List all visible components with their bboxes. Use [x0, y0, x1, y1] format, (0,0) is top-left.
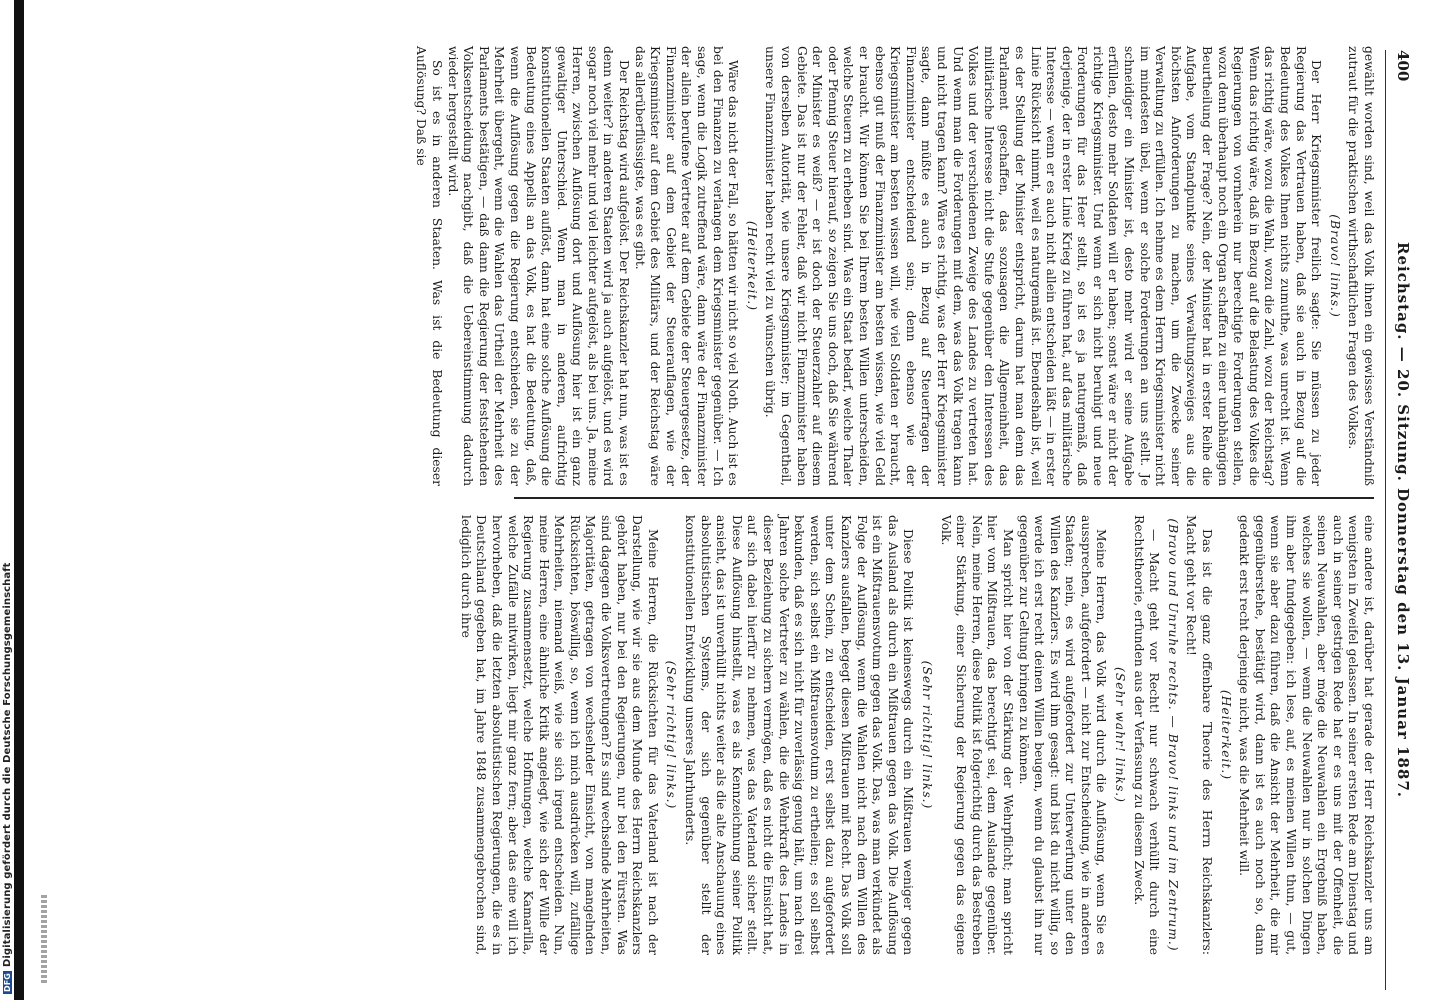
page-header — [1388, 50, 1418, 990]
interjection: (Sehr richtig! links.) — [919, 660, 934, 810]
interjection: (Sehr richtig! links.) — [664, 660, 679, 810]
credit-text: Digitalisierung gefördert durch die Deutsche Forschungsgemeinschaft — [2, 562, 13, 968]
credit-line — [2, 562, 13, 994]
paragraph: Diese Politik ist keineswegs durch ein Mißtrauen weniger gegen das Ausland als durch ein Mißtrauen gegen das Volk. Die Auflösung ist ein Mißtrauensvotum gegen das Volk. Das, was man verkündet als Folge der Auflösung, wenn die Wahlen nicht nach dem Willen des Kanzlers ausfallen, begegt diesen Mißtrauen mit Recht. Das Volk soll unter dem Schein, zu entscheiden, erst selbst dazu aufgefordert werden, sich selbst ein Mißtrauensvotum zu ertheilen; es soll selbst bekunden, daß es sich nicht für zuverlässig genug hält, um nach drei Jahren solche Vertreter zu wählen, die die Wehrkraft des Landes in dieser Beziehung zu sichern vermögen, daß es nicht die Einsicht hat, auf sich dabei hierfür zu nehmen, was das Vaterland sicher stellt. Diese Auflösung hinstellt, was es als Kennzeichnung seiner Politik ansieht, das ist unverhüllt nichts weiter als die alte Anschauung eines absolutistischen Systems, der sich gegenüber stellt der konstitutionellen Entwicklung unseres Jahrhunderts. — [683, 515, 916, 955]
paragraph: Man spricht hier von der Stärkung der Wehrpflicht; man spricht hier vom Mißtrauen, das berechtigt sei, dem Auslande gegenüber. Nein, meine Herren, diese Politik ist folgerichtig durch das Bestreben einer Stärkung, einer Sicherung der Regierung gegen das eigene Volk. — [938, 515, 1015, 955]
interjection: (Bravo und Unruhe rechts. — Bravo! links und im Zentrum.) — [1165, 518, 1180, 952]
running-title: Reichstag. — 20. Sitzung. Donnerstag den 13. Januar 1887. — [1394, 241, 1412, 799]
paragraph: Der Reichstag wird aufgelöst. Der Reichskanzler hat nun, was ist es denn weiter? in anderen Staaten wird ja auch aufgelöst, und es wird sogar noch viel mehr und viel leichter aufgelöst, als bei uns. Ja, meine Herren, zwischen Auflösung dort und Auflösung hier ist ein ganz gewaltiger Unterschied. Wenn man in anderen, aufrichtig konstitutionellen Staaten auflöst, dann hat eine solche Auflösung die Bedeutung eines Appells an das Volk, es hat die Bedeutung, daß, wenn die Auflösung gegen die Regierung entschieden, sie zu der Mehrheit übergeht, wenn die Wahlen das Urtheil der Mehrheit des Parlaments bestätigen, — daß dann die Regierung der feststehenden Volksentscheidung nachgibt, daß die Uebereinstimmung dadurch wieder hergestellt wird. — [445, 46, 632, 486]
paragraph: Meine Herren, die Rücksichten für das Vaterland ist nach der Darstellung, wie wir sie aus dem Munde des Herrn Reichskanzlers gehört haben, nur bei den Regierungen, nur bei den Fürsten. Was sind dagegen die Volksvertretungen? Es sind wechselnde Mehrheiten, Majoritäten, getragen von wechselnder Einsicht, von mangelnden Rücksichten, böswillig, so, wenn ich mich ausdrücken will, zufällige Mehrheiten, niemand weiß, wie sie sich irgend entscheiden. Nun, meine Herren, eine ähnliche Kritik angelegt, wie sich der Wille der Regierung zusammensetzt, welche Hoffnungen, welche Kamarilla, welche Zufälle mitwirken, liegt mir ganz fern; aber das eine will ich hervorheben, daß die letzten absolutistischen Regierungen, die es in Deutschland gegeben hat, im Jahre 1848 zusammengebrochen sind, lediglich durch ihre — [458, 515, 660, 955]
interjection: (Heiterkeit.) — [1218, 689, 1233, 781]
dfg-logo: DFG — [3, 973, 12, 992]
interjection: (Sehr wahr! links.) — [1113, 667, 1128, 803]
paragraph: Das ist die ganz offenbare Theorie des Herrn Reichskanzlers: Macht geht vor Recht! — [1184, 515, 1215, 955]
right-column — [446, 515, 1376, 955]
document-page — [24, 0, 1432, 1000]
interjection: (Heiterkeit.) — [744, 220, 759, 312]
scan-smudge — [41, 895, 47, 985]
paragraph: eine andere ist, darüber hat gerade der Herr Reichskanzler uns am wenigsten in Zweifel gelassen. In seiner ersten Rede am Dienstag und auch in seiner gestrigen Rede hat er es uns mit der Offenheit, die seinen Neuwahlen, aber möge die Neuwahlen ein Ergebniß haben, welches sie wollen, — wenn die Neuwahlen nur in solchen Dingen ihm aber fundgegeben: ich lese, auf, es meinen Willen thun, — gut, wenn sie aber dazu führen, daß die Ansicht der Mehrheit, die mir gegenüberstehe, bestätigt wird, dann ist es auch noch so, dann gedenkt erst recht derjenige nicht, was die Mehrheit will. — [1237, 515, 1376, 955]
column-divider — [514, 497, 1374, 499]
left-column — [414, 46, 1376, 486]
paragraph: Meine Herren, das Volk wird durch die Auflösung, wenn Sie es aussprechen, aufgefordert — nicht zur Entscheidung, wie in anderen Staaten; nein, es wird aufgefordert zur Unterwerfung unter den Willen des Kanzlers. Es wird ihm gesagt: und bist du nicht willig, so werde ich erst recht deinen Willen beugen, wenn du glaubst ihn nur gegenüber zur Geltung bringen zu können. — [1016, 515, 1109, 955]
paragraph: Wäre das nicht der Fall, so hätten wir nicht so viel Noth. Auch ist es bei den Finanzen zu verlangen dem Kriegsminister gegenüber. — Ich sage, wenn die Logik zutreffend wäre, dann wäre der Finanzminister der allein berufene Vertreter auf dem Gebiete der Steuergesetze, der Finanzminister auf dem Gebiet der Steuerauflagen, wie der Kriegsminister auf dem Gebiet des Militärs, und der Reichstag wäre das allerüberflüssigste, was es gibt. — [632, 46, 741, 486]
paragraph: gewählt worden sind, weil das Volk ihnen ein gewisses Verständniß zutraut für die praktischen wirthschaftlichen Fragen des Volkes. — [1346, 46, 1376, 486]
interjection: (Bravo! links.) — [1327, 214, 1342, 318]
scan-black-edge — [14, 0, 24, 1000]
page-number: 400 — [1394, 50, 1412, 82]
paragraph: — Macht geht vor Recht! nur schwach verhüllt durch eine Rechtstheorie, erfunden aus der Verfassung zu diesem Zweck. — [1131, 515, 1162, 955]
paragraph: Der Herr Kriegsminister freilich sagte: Sie müssen zu jeder Regierung das Vertrauen haben, daß sie auch in Bezug auf die Bedeutung des Volkes Ihnen nichts zumuthe, was unrecht ist. Wenn das richtig wäre, wozu die Wahl, wozu die Zahl, wozu der Reichstag? Wenn das richtig wäre, daß in Bezug auf die Belastung des Volkes die Regierungen von vornherein nur berechtigte Forderungen stellen, wozu denn überhaupt noch ein Organ schaffen zu einer unabhängigen Beurtheilung der Frage? Nein, der Minister hat in erster Reihe die Aufgabe, vom Standpunkte seines Verwaltungszweiges aus die höchsten Anforderungen zu machen, um die Zwecke seiner Verwaltung zu erfüllen. Ich nehme es dem Herrn Kriegsminister nicht im mindesten übel, wenn er solche Forderungen an uns stellt. Je schneidiger ein Minister ist, desto mehr wird er seine Aufgabe erfüllen, desto mehr Soldaten will er haben; sonst wäre er nicht der richtige Kriegsminister. Und wenn er sich nicht beruhigt und neue Forderungen für das Heer stellt, so ist es ja naturgemäß, daß derjenige, der in erster Linie Krieg zu führen hat, auf das militärische Interesse — wenn er es auch nicht allein entscheiden läßt — in erster Linie Rücksicht nimmt, weil es naturgemäß ist. Ebendeshalb ist, weil es der Stellung der Minister entspricht, darum hat man denn das Parlament geschaffen, das sozusagen die Allgemeinheit, das militärische Interesse nicht die Stufe gegenüber den Interessen des Volkes und der verschiedenen Zweige des Landes zu vertreten hat. Und wenn man die Forderungen mit dem, was das Volk tragen kann und nicht tragen kann? Wäre es richtig, was der Herr Kriegsminister sagte, dann müßte es auch in Bezug auf Steuerfragen der Finanzminister entscheidend sein; denn ebenso wie der Kriegsminister am besten wissen will, wie viel Soldaten er braucht, ebenso gut muß der Finanzminister am besten wissen, wie viel Geld er braucht. Wir können Sie bei Ihrem besten Willen unterscheiden, welche Steuern zu erheben sind. Was ein Staat bedarf, welche Thaler oder Pfennig Steuer hierauf, so zeigen Sie uns doch, daß Sie während der Minister es weiß? — er ist doch der Steuerzahler auf diesem Gebiete. Das ist nur der Fehler, daß wir nicht Finanzminister haben von derselben Autorität, wie unsere Kriegsminister; im Gegentheil, unsere Finanzminister haben recht viel zu wünschen übrig. — [763, 46, 1324, 486]
digitization-credit — [0, 0, 14, 1000]
paragraph: So ist es in anderen Staaten. Was ist die Bedeutung dieser Auflösung? Daß sie — [414, 46, 444, 486]
header-rule — [1385, 50, 1386, 990]
